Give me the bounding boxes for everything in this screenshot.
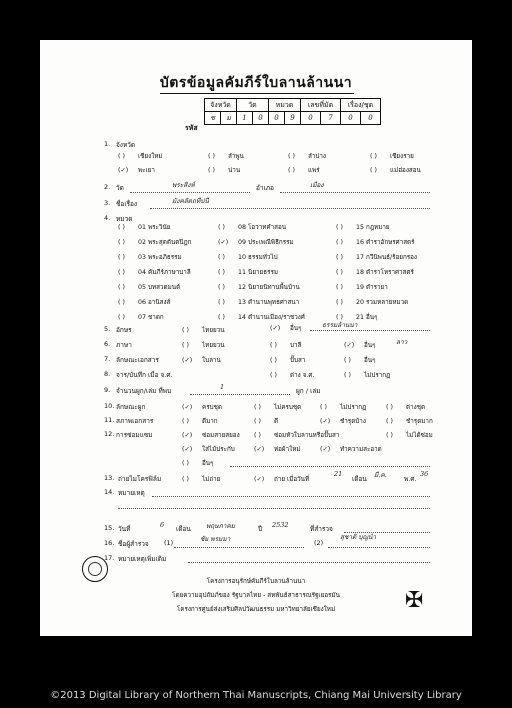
inscribed-label: จาร/บันทึก เมื่อ จ.ศ.: [116, 371, 173, 379]
section-number: 4.: [104, 214, 111, 222]
amphoe-value[interactable]: เมือง: [310, 181, 324, 189]
code-digit: 7: [321, 112, 341, 125]
repair-option-checked[interactable]: (✓) ใส่ไม้ประกับ: [182, 446, 235, 453]
category-option[interactable]: ( ) 21 อื่นๆ: [336, 314, 378, 321]
section-number: 7.: [104, 355, 111, 363]
category-option[interactable]: ( ) 16 ตำราอักษรศาสตร์: [336, 239, 415, 246]
province-option[interactable]: ( ) น่าน: [208, 167, 241, 174]
bundle-set-option[interactable]: ( ) ไม่ปรากฏ: [320, 404, 367, 411]
category-option[interactable]: ( ) 01 พระวินัย: [118, 224, 171, 231]
script-option-checked[interactable]: (✓) อื่นๆ: [270, 325, 302, 332]
repair-option-checked[interactable]: (✓) ทำความสะอาด: [320, 446, 382, 453]
document-type-option[interactable]: ( ) ปั๊บสา: [270, 357, 306, 364]
code-digit: ช: [205, 112, 221, 125]
code-digit: 0: [301, 112, 321, 125]
repair-option[interactable]: ( ) อื่นๆ: [182, 460, 214, 467]
category-option[interactable]: ( ) 11 นิยายธรรม: [218, 269, 278, 276]
province-option[interactable]: ( ) เชียงราย: [370, 153, 414, 160]
code-header-temple: วัด: [237, 99, 269, 112]
code-digit: ม: [221, 112, 237, 125]
remarks-label: หมายเหตุ: [118, 489, 145, 497]
bundle-count-label: จำนวนผูก/เล่ม ที่พบ: [116, 387, 172, 395]
university-seal-icon: [82, 556, 108, 582]
section-number: 16.: [104, 539, 115, 547]
amphoe-label: อำเภอ: [256, 184, 274, 192]
condition-option[interactable]: ( ) ชำรุดมาก: [386, 418, 433, 425]
section-number: 12.: [104, 430, 115, 438]
microfilm-option[interactable]: ( ) ไม่ถ่าย: [182, 476, 221, 483]
surveyor-index-2: (2): [314, 539, 324, 547]
repair-option[interactable]: ( ) ไม่ได้ซ่อม: [386, 432, 433, 439]
microfilm-month[interactable]: มี.ค.: [374, 471, 387, 479]
condition-option[interactable]: ( ) ดี: [254, 418, 279, 425]
title-underline: [160, 93, 354, 94]
survey-month-label: เดือน: [176, 525, 191, 533]
category-label: หมวด: [116, 215, 133, 223]
language-option-checked[interactable]: (✓) อื่นๆ: [344, 342, 376, 349]
microfilm-month-label: เดือน: [352, 475, 367, 483]
survey-place-label: ที่สำรวจ: [310, 525, 333, 533]
section-number: 11.: [104, 416, 115, 424]
bundle-set-option[interactable]: ( ) ต่างชุด: [386, 404, 426, 411]
condition-option-checked[interactable]: (✓) ชำรุดบ้าง: [320, 418, 366, 425]
temple-value[interactable]: พระสิงห์: [172, 181, 195, 189]
category-option[interactable]: ( ) 20 รวมหลายหมวด: [336, 299, 409, 306]
repair-option[interactable]: ( ) ซ่อมหัวใบลานหรือปั๊บสา: [254, 432, 340, 439]
code-digit: 1: [237, 112, 253, 125]
story-title-value[interactable]: มังคลัตถทีปนี: [172, 197, 209, 205]
script-option[interactable]: ( ) ไทยยวน: [182, 327, 225, 334]
section-number: 6.: [104, 340, 111, 348]
category-option[interactable]: ( ) 08 โอวาทคำสอน: [218, 224, 287, 231]
surveyor-label: ชื่อผู้สำรวจ: [118, 540, 149, 548]
province-option[interactable]: ( ) แม่ฮ่องสอน: [370, 167, 421, 174]
code-label: รหัส: [185, 124, 198, 132]
repair-label: การซ่อมแซม: [116, 431, 153, 439]
category-option[interactable]: ( ) 10 ธรรมทั่วไป: [218, 254, 278, 261]
german-eagle-icon: ✠: [405, 588, 424, 613]
surveyor-name-2[interactable]: สุชาติ บุญนำ: [340, 533, 377, 541]
code-header-bundle: เลขที่มัด: [301, 99, 341, 112]
section-number: 2.: [104, 183, 111, 191]
category-option[interactable]: ( ) 06 อานิสงส์: [118, 299, 171, 306]
province-option[interactable]: ( ) ลำปาง: [288, 153, 327, 160]
surveyor-name-1[interactable]: ชัย พรมมา: [200, 535, 231, 543]
repair-option-checked[interactable]: (✓) ห่อผ้าใหม่: [254, 446, 301, 453]
remarks-line: [152, 496, 430, 497]
code-header-set: เรื่อง/ชุด: [341, 99, 381, 112]
story-title-line: [150, 208, 430, 209]
temple-line: [130, 192, 250, 193]
section-number: 15.: [104, 524, 115, 532]
category-option[interactable]: ( ) 15 กฎหมาย: [336, 224, 390, 231]
survey-month[interactable]: พฤษภาคม: [206, 522, 236, 530]
province-option[interactable]: ( ) เชียงใหม่: [118, 153, 163, 160]
script-label: อักษร: [116, 326, 132, 334]
section-number: 5.: [104, 325, 111, 333]
language-label: ภาษา: [116, 341, 132, 349]
bundle-unit: ผูก / เล่ม: [296, 387, 321, 395]
microfilm-label: ถ่ายไมโครฟิล์ม: [118, 475, 162, 483]
script-line: [310, 330, 430, 331]
footer-line-2: โดยความอุปถัมภ์ของ รัฐบาลไทย - สหพันธ์สาธารณรัฐเยอรมัน: [172, 592, 340, 599]
additional-remarks-line: [188, 562, 430, 563]
inscribed-option[interactable]: ( ) ไม่ปรากฏ: [344, 372, 391, 379]
section-number: 3.: [104, 199, 111, 207]
code-header-category: หมวด: [269, 99, 301, 112]
document-type-option-checked[interactable]: (✓) ใบลาน: [182, 357, 221, 364]
bundle-set-option[interactable]: ( ) ไม่ครบชุด: [254, 404, 302, 411]
surveyor-line-1: [174, 547, 304, 548]
inscribed-option[interactable]: ( ) ต่าง จ.ศ.: [270, 372, 315, 379]
language-other-value[interactable]: ลาว: [396, 338, 408, 346]
category-option[interactable]: ( ) 14 ตำนานเมือง/ราชวงศ์: [218, 314, 305, 321]
category-option[interactable]: ( ) 03 พระอภิธรรม: [118, 254, 182, 261]
copyright-notice: ©2013 Digital Library of Northern Thai Manuscripts, Chiang Mai University Library: [50, 690, 462, 701]
manuscript-data-card: [40, 40, 472, 636]
microfilm-option-checked[interactable]: (✓) ถ่าย เมื่อวันที่: [254, 476, 310, 483]
code-digit: 0: [269, 112, 285, 125]
bundle-count-line: [190, 394, 290, 395]
language-option[interactable]: ( ) บาลี: [270, 342, 302, 349]
microfilm-day[interactable]: 21: [334, 470, 343, 478]
script-other-value[interactable]: ธรรมล้านนา: [322, 321, 358, 329]
category-option[interactable]: ( ) 18 ตำราโหราศาสตร์: [336, 269, 414, 276]
condition-label: สภาพเอกสาร: [116, 417, 154, 425]
code-table: [204, 98, 381, 125]
remarks-line: [118, 508, 430, 509]
province-option-checked[interactable]: (✓) พะเยา: [118, 167, 155, 174]
code-digit: 0: [341, 112, 361, 125]
survey-year[interactable]: 2532: [272, 521, 289, 529]
condition-option[interactable]: ( ) ดีมาก: [182, 418, 218, 425]
category-option[interactable]: ( ) 02 พระสุตตันตปิฎก: [118, 239, 192, 246]
section-number: 8.: [104, 370, 111, 378]
section-number: 13.: [104, 474, 115, 482]
code-digit: 0: [361, 112, 381, 125]
bundle-set-option-checked[interactable]: (✓) ครบชุด: [182, 404, 222, 411]
survey-date-label: วันที่: [118, 525, 131, 533]
story-title-label: ชื่อเรื่อง: [116, 200, 138, 208]
code-header-province: จังหวัด: [205, 99, 237, 112]
section-number: 9.: [104, 386, 111, 394]
microfilm-year[interactable]: 36: [420, 470, 429, 478]
category-option[interactable]: ( ) 04 คัมภีร์ภาษาบาลี: [118, 269, 191, 276]
card-title: บัตรข้อมูลคัมภีร์ใบลานล้านนา: [159, 75, 353, 91]
category-option[interactable]: ( ) 05 บทสวดมนต์: [118, 284, 181, 291]
section-number: 14.: [104, 488, 115, 496]
category-option[interactable]: ( ) 17 กวีนิพนธ์/ร้อยกรอง: [336, 254, 417, 261]
surveyor-line-2: [328, 547, 430, 548]
document-type-option[interactable]: ( ) อื่นๆ: [344, 357, 376, 364]
microfilm-year-label: พ.ศ.: [404, 475, 417, 483]
category-option[interactable]: ( ) 12 นิยายนิทานพื้นบ้าน: [218, 284, 300, 291]
category-option[interactable]: ( ) 13 ตำนานพุทธศาสนา: [218, 299, 300, 306]
section-number: 1.: [104, 140, 111, 148]
footer-line-1: โครงการอนุรักษ์คัมภีร์ใบลานล้านนา: [206, 578, 306, 585]
code-digit: 0: [253, 112, 269, 125]
additional-remarks-label: หมายเหตุเพิ่มเติม: [118, 555, 167, 563]
category-option[interactable]: ( ) 19 ตำรายา: [336, 284, 388, 291]
survey-year-label: ปี: [258, 525, 263, 533]
province-label: จังหวัด: [116, 141, 136, 149]
document-type-label: ลักษณะเอกสาร: [116, 356, 159, 364]
temple-label: วัด: [116, 184, 124, 192]
section-number: 17.: [104, 554, 115, 562]
repair-other-line: [230, 466, 430, 467]
amphoe-line: [280, 192, 430, 193]
category-option[interactable]: ( ) 07 ชาดก: [118, 314, 164, 321]
footer-line-3: โครงการศูนย์ส่งเสริมศิลปวัฒนธรรม มหาวิทยาลัยเชียงใหม่: [176, 606, 336, 613]
surveyor-index-1: (1): [164, 539, 174, 547]
repair-option-checked[interactable]: (✓) ซ่อมสายสยอง: [182, 432, 240, 439]
survey-day[interactable]: 6: [160, 521, 165, 529]
province-option[interactable]: ( ) แพร่: [288, 167, 320, 174]
bundle-set-label: ลักษณะผูก: [116, 403, 146, 411]
section-number: 10.: [104, 402, 115, 410]
code-digit: 9: [285, 112, 301, 125]
bundle-count-value[interactable]: 1: [220, 383, 225, 391]
province-option[interactable]: ( ) ลำพูน: [208, 153, 244, 160]
language-option[interactable]: ( ) ไทยยวน: [182, 342, 225, 349]
category-option-checked[interactable]: (✓) 09 ประเพณีพิธีกรรม: [218, 239, 294, 246]
